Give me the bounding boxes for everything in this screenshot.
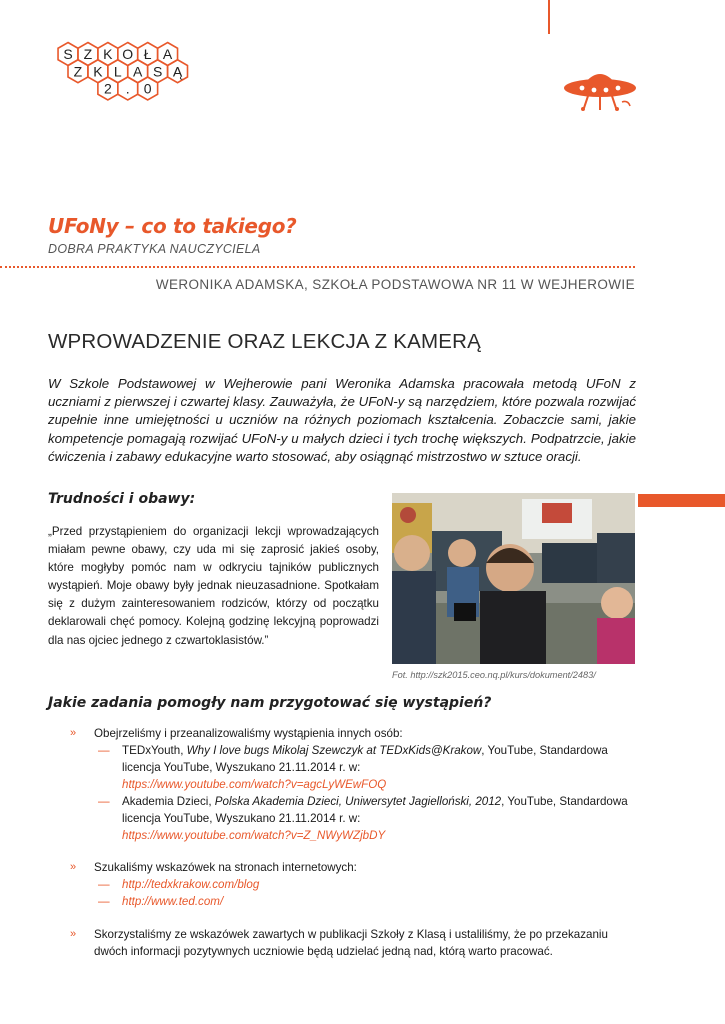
source-entry: [94, 793, 630, 844]
tedxkrakow-link[interactable]: http://tedxkrakow.com/blog: [122, 878, 260, 891]
accent-bar: [638, 494, 725, 507]
source-license: , YouTube, Standardowa licencja YouTube, Wyszukano 21.11.2014 r. w:: [122, 744, 608, 774]
dash-bullet-icon: —: [98, 878, 110, 891]
youtube-link[interactable]: https://www.youtube.com/watch?v=Z_NWyWZjbDY: [122, 829, 386, 842]
classroom-photo: [392, 493, 635, 664]
logo-letter: 0: [143, 80, 152, 97]
author-line: WERONIKA ADAMSKA, SZKOŁA PODSTAWOWA NR 11 W WEJHEROWIE: [155, 277, 635, 292]
photo-caption: Fot. http://szk2015.ceo.nq.pl/kurs/dokument/2483/: [392, 670, 596, 680]
list-item: [70, 725, 630, 844]
logo-letter: Ą: [172, 63, 183, 80]
list-item: [70, 859, 630, 910]
logo-letter: A: [162, 46, 173, 62]
source-entry: [94, 742, 630, 793]
logo-letter: Ł: [143, 46, 152, 62]
chevron-bullet-icon: »: [70, 928, 77, 940]
logo-letter: S: [63, 46, 73, 62]
dash-bullet-icon: —: [98, 895, 110, 908]
source-author: TEDxYouth,: [122, 744, 187, 757]
ufo-icon: [562, 66, 638, 114]
difficulties-heading: Trudności i obawy:: [48, 491, 196, 507]
dash-bullet-icon: —: [98, 795, 110, 808]
source-title: Why I love bugs Mikolaj Szewczyk at TEDxKids@Krakow: [186, 744, 482, 757]
logo-letter: .: [125, 80, 130, 97]
logo-letter: K: [93, 63, 103, 80]
list-item-text: Obejrzeliśmy i przeanalizowaliśmy wystąpienia innych osób:: [94, 727, 403, 740]
page-subtitle: DOBRA PRAKTYKA NAUCZYCIELA: [48, 242, 261, 256]
logo-letter: S: [152, 63, 163, 80]
list-item-text: Szukaliśmy wskazówek na stronach internetowych:: [94, 861, 357, 874]
header-vertical-rule: [548, 0, 550, 34]
chevron-bullet-icon: »: [70, 727, 77, 739]
chevron-bullet-icon: »: [70, 861, 77, 873]
source-license: , YouTube, Standardowa licencja YouTube, Wyszukano 21.11.2014 r. w:: [122, 795, 628, 825]
logo-letter: O: [122, 46, 134, 62]
logo-letter: Z: [83, 46, 93, 62]
dash-bullet-icon: —: [98, 744, 110, 757]
hexagon-logo-graphic: [50, 40, 250, 120]
teacher-quote: „Przed przystąpieniem do organizacji lekcji wprowadzających miałam pewne obawy, czy uda mi się zaprosić jakieś osoby, które mogłyby pomóc nam w odkryciu tajników publicznych wystąpień. Moje obawy były jednak nieuzasadnione. Spotkałam się z dużym zainteresowaniem rodziców, którzy od początku deklarowali chęć pomocy. Kolejną godzinę lekcyjną poprowadzi dla nas ojciec jednego z czwartoklasistów.”: [48, 525, 379, 647]
logo-letter: K: [103, 46, 113, 62]
source-author: Akademia Dzieci,: [122, 795, 215, 808]
logo-letter: A: [133, 63, 143, 80]
logo-letter: L: [113, 63, 122, 80]
page-title: UFoNy – co to takiego?: [48, 214, 297, 238]
list-item: [70, 926, 630, 960]
intro-paragraph: W Szkole Podstawowej w Wejherowie pani Weronika Adamska pracowała metodą UFoN z uczniami z pierwszej i czwartej klasy. Zauważyła, że UFoN-y są narzędziem, które pozwala rozwijać zupełnie inne umiejętności u uczniów na różnych poziomach kształcenia. Zobaczcie sami, jakie kompetencje pomagają rozwijać UFoN-y u małych dzieci i tych trochę większych. Podpatrzcie, jakie ćwiczenia i zabawy edukacyjne warto stosować, aby osiągnąć mistrzostwo w sztuce oracji.: [48, 376, 636, 464]
logo-letter: Z: [73, 63, 83, 80]
source-title: Polska Akademia Dzieci, Uniwersytet Jagielloński, 2012: [214, 795, 502, 808]
web-link-entry: [94, 876, 630, 893]
tasks-list: [70, 725, 630, 970]
logo-letter: 2: [103, 80, 112, 97]
tasks-heading: Jakie zadania pomogły nam przygotować się wystąpień?: [48, 695, 492, 711]
list-item-text: Skorzystaliśmy ze wskazówek zawartych w publikacji Szkoły z Klasą i ustaliliśmy, że po przekazaniu dwóch informacji pozytywnych uczniowie będą udzielać jedną nad, którą warto pracować.: [94, 928, 608, 958]
ted-link[interactable]: http://www.ted.com/: [122, 895, 224, 908]
youtube-link[interactable]: https://www.youtube.com/watch?v=agcLyWEwFOQ: [122, 778, 387, 791]
szkola-z-klasa-logo: [50, 40, 250, 120]
dotted-divider: [0, 266, 635, 268]
web-link-entry: [94, 893, 630, 910]
section-heading: WPROWADZENIE ORAZ LEKCJA Z KAMERĄ: [48, 330, 481, 353]
